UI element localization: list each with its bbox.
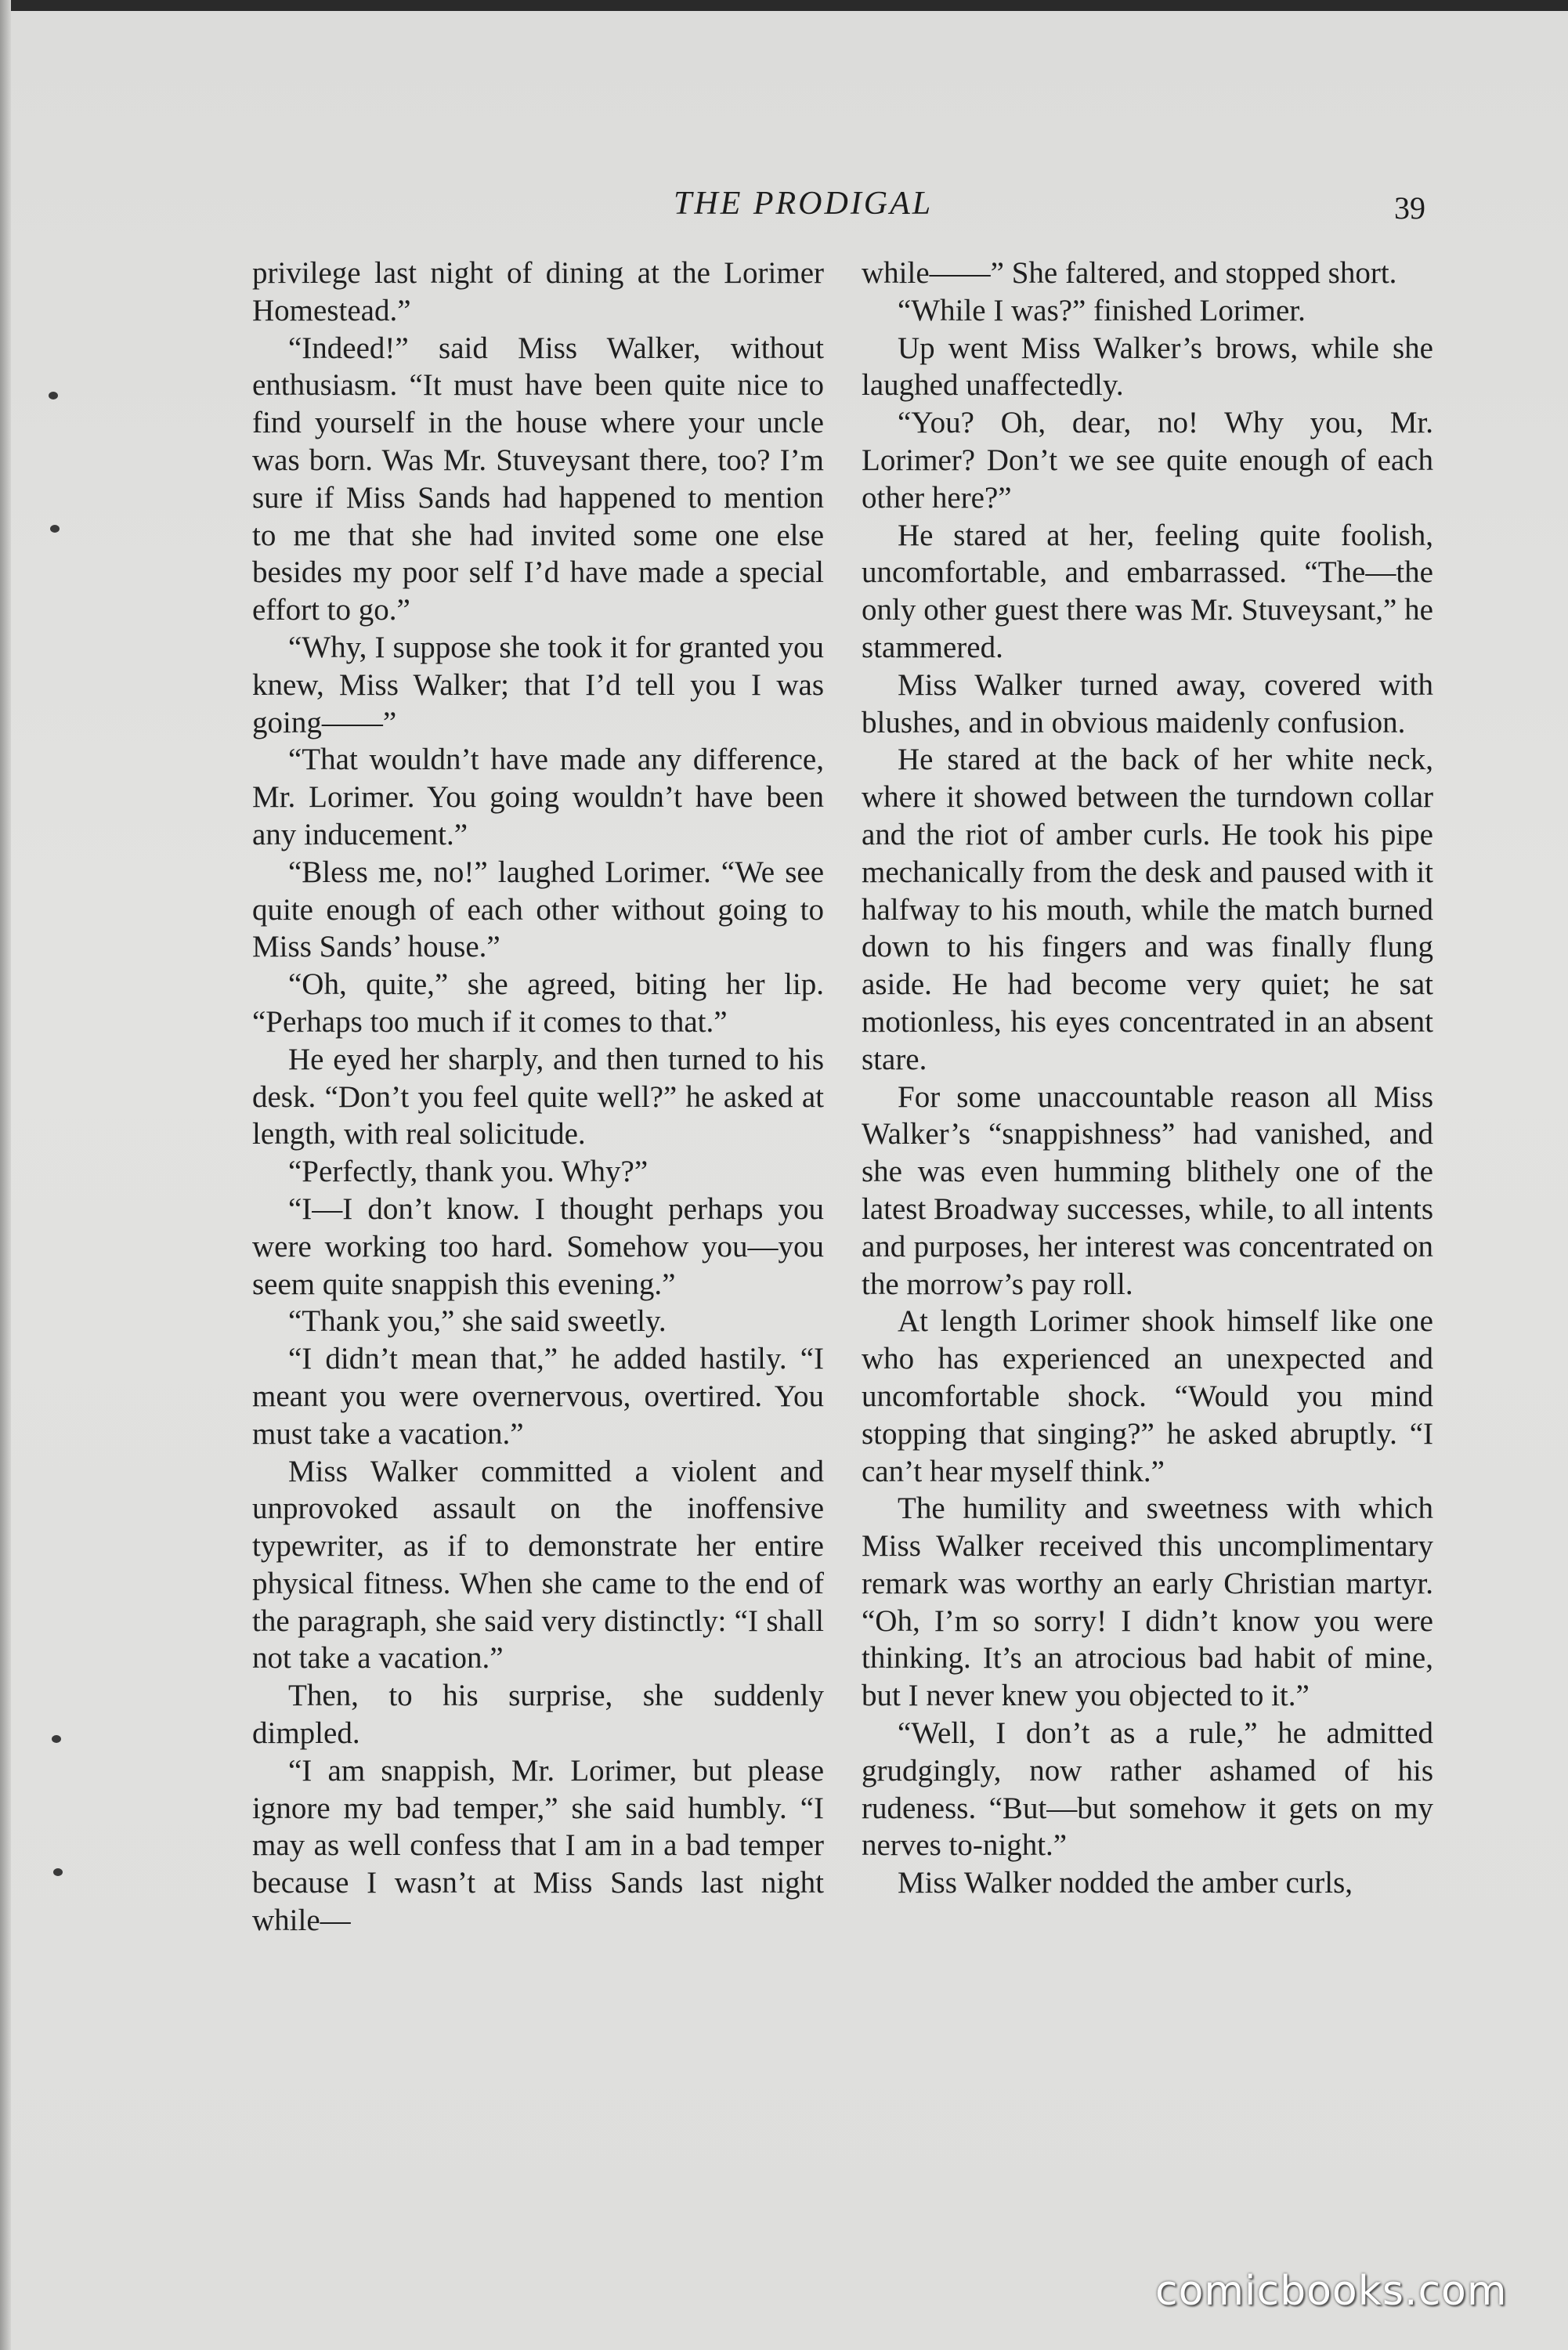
paragraph: For some unaccountable reason all Miss Walker’s “snappishness” had vanished, and she was even humming blithely one of the latest Broadway successes, while, to all intents and purposes, her interest was concentrated on the morrow’s pay roll. bbox=[862, 1079, 1433, 1301]
running-head: THE PRODIGAL bbox=[674, 186, 934, 222]
paragraph: “Bless me, no!” laughed Lorimer. “We see quite enough of each other without going to Miss Sands’ house.” bbox=[252, 855, 824, 964]
top-edge-rule bbox=[0, 0, 1568, 11]
binding-hole-mark bbox=[52, 1735, 61, 1743]
paragraph: “While I was?” finished Lorimer. bbox=[898, 293, 1306, 327]
paragraph: He eyed her sharply, and then turned to his desk. “Don’t you feel quite well?” he asked at length, with real solicitude. bbox=[252, 1042, 824, 1152]
paragraph: Miss Walker committed a violent and unprovoked assault on the inoffensive typewriter, as if to demonstrate her entire physical fitness. When she came to the end of the paragraph, she said very distinctly: “I shall not take a vacation.” bbox=[252, 1454, 824, 1676]
paragraph: “Oh, quite,” she agreed, biting her lip. “Perhaps too much if it comes to that.” bbox=[252, 967, 824, 1039]
page-left-edge-shadow bbox=[0, 0, 11, 2350]
paragraph: “That wouldn’t have made any difference, Mr. Lorimer. You going wouldn’t have been any inducement.” bbox=[252, 743, 824, 851]
paragraph: Miss Walker turned away, covered with blushes, and in obvious maidenly confusion. bbox=[862, 667, 1433, 739]
binding-hole-mark bbox=[53, 1868, 63, 1876]
paragraph: Miss Walker nodded the amber curls, bbox=[898, 1866, 1353, 1900]
site-watermark: comicbooks.com bbox=[1155, 2268, 1508, 2315]
paragraph: “I am snappish, Mr. Lorimer, but please ignore my bad temper,” she said humbly. “I may as well confess that I am in a bad temper because I wasn’t at Miss Sands last night while— bbox=[252, 1753, 824, 1938]
binding-hole-mark bbox=[50, 525, 60, 533]
left-text-column bbox=[252, 255, 824, 1940]
page-number: 39 bbox=[1394, 190, 1425, 226]
paragraph: while——” She faltered, and stopped short. bbox=[862, 256, 1397, 290]
paragraph: At length Lorimer shook himself like one who has experienced an unexpected and uncomfortable shock. “Would you mind stopping that singing?” he asked abruptly. “I can’t hear myself think.” bbox=[862, 1304, 1433, 1488]
binding-hole-mark bbox=[49, 392, 58, 400]
paragraph: He stared at her, feeling quite foolish, uncomfortable, and embarrassed. “The—the only other guest there was Mr. Stuveysant,” he stammered. bbox=[862, 518, 1433, 664]
paragraph: “Thank you,” she said sweetly. bbox=[288, 1304, 667, 1339]
paragraph: “Perfectly, thank you. Why?” bbox=[288, 1155, 649, 1189]
paragraph: The humility and sweetness with which Miss Walker received this uncomplimentary remark was worthy an early Christian martyr. “Oh, I’m so sorry! I didn’t know you were thinking. It’s an atrocious bad habit of mine, but I never knew you objected to it.” bbox=[862, 1491, 1433, 1713]
paragraph: He stared at the back of her white neck, where it showed between the turndown collar and the riot of amber curls. He took his pipe mechanically from the desk and paused with it halfway to his mouth, while the match burned down to his fingers and was finally flung aside. He had become very quiet; he sat motionless, his eyes concentrated in an absent stare. bbox=[862, 743, 1433, 1076]
paragraph: “You? Oh, dear, no! Why you, Mr. Lorimer? Don’t we see quite enough of each other here?” bbox=[862, 406, 1433, 515]
paragraph: “Well, I don’t as a rule,” he admitted grudgingly, now rather ashamed of his rudeness. “But—but somehow it gets on my nerves to-night.” bbox=[862, 1716, 1433, 1863]
paragraph: privilege last night of dining at the Lorimer Homestead.” bbox=[252, 256, 824, 327]
paragraph: “I—I don’t know. I thought perhaps you were working too hard. Somehow you—you seem quite snappish this evening.” bbox=[252, 1191, 824, 1301]
paragraph: “I didn’t mean that,” he added hastily. “I meant you were overnervous, overtired. You must take a vacation.” bbox=[252, 1342, 824, 1451]
paragraph: “Why, I suppose she took it for granted you knew, Miss Walker; that I’d tell you I was going——” bbox=[252, 630, 824, 739]
paragraph: Up went Miss Walker’s brows, while she laughed unaffectedly. bbox=[862, 331, 1433, 403]
paragraph: “Indeed!” said Miss Walker, without enthusiasm. “It must have been quite nice to find yourself in the house where your uncle was born. Was Mr. Stuveysant there, too? I’m sure if Miss Sands had happened to mention to me that she had invited some one else besides my poor self I’d have made a special effort to go.” bbox=[252, 331, 824, 627]
right-text-column bbox=[862, 255, 1433, 1902]
paragraph: Then, to his surprise, she suddenly dimpled. bbox=[252, 1679, 824, 1751]
